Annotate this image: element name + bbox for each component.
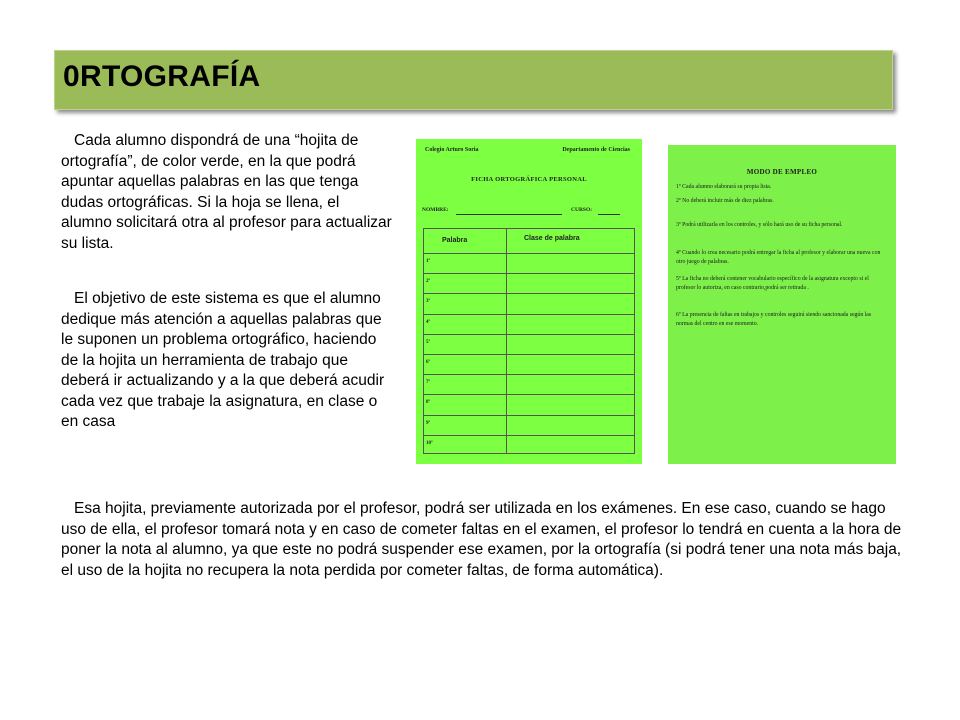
table-row-line xyxy=(424,374,634,375)
table-row-number: 9º xyxy=(426,420,431,426)
table-row-line xyxy=(424,354,634,355)
ficha-ortografica-sheet xyxy=(416,139,642,464)
modo-item: 1º Cada alumno elaborará su propia lista. xyxy=(676,184,772,190)
table-row-line xyxy=(424,314,634,315)
sheet-school-name: Colegio Arturo Soria xyxy=(425,147,479,153)
table-row-line xyxy=(424,415,634,416)
modo-item: 5º La ficha no deberá contener vocabulario específico de la asignatura excepto si el profesor lo autoriza, en caso contrario,podrá ser retirada . xyxy=(676,276,869,291)
paragraph-exams: Esa hojita, previamente autorizada por el profesor, podrá ser utilizada en los exámenes. En ese caso, cuando se hago uso de ella, el profesor tomará nota y en caso de cometer faltas en el examen, el profesor lo tendrá en cuenta a la hora de poner la nota al alumno, ya que este no podrá suspender ese examen, por la ortografía (si podrá tener una nota más baja, el uso de la hojita no recupera la nota perdida por cometer faltas, de forma automática). xyxy=(61,500,902,579)
table-row-line xyxy=(424,435,634,436)
paragraph-objective: El objetivo de este sistema es que el alumno dedique más atención a aquellas palabras que le suponen un problema ortográfico, haciendo de la hojita un herramienta de trabajo que deberá ir actualizando y a la que deberá acudir cada vez que trabaje la asignatura, en clase o en casa xyxy=(61,290,385,430)
table-row-number: 5º xyxy=(426,339,431,345)
course-line xyxy=(598,214,620,215)
table-row-line xyxy=(424,293,634,294)
column-header-class: Clase de palabra xyxy=(524,235,580,242)
table-row-number: 3º xyxy=(426,299,431,305)
table-row-number: 1º xyxy=(426,259,431,264)
table-row-number: 2º xyxy=(426,279,431,285)
paragraph-intro: Cada alumno dispondrá de una “hojita de ortografía”, de color verde, en la que podrá apuntar aquellas palabras en las que tenga dudas ortográficas. Si la hoja se llena, el alumno solicitará otra al profesor para actualizar su lista. xyxy=(61,132,392,252)
title-bar xyxy=(54,50,893,110)
name-line xyxy=(456,214,562,215)
modo-item: 6º La presencia de faltas en trabajos y controles seguirá siendo sancionada según las normas del centro en ese momento. xyxy=(676,312,872,327)
name-label: NOMBRE: xyxy=(422,207,449,213)
table-row-line xyxy=(424,394,634,395)
modo-empleo-sheet xyxy=(668,145,896,464)
sheet-title: FICHA ORTOGRÁFICA PERSONAL xyxy=(471,176,587,183)
table-row-line xyxy=(424,334,634,335)
course-label: CURSO: xyxy=(571,207,593,213)
table-row-number: 6º xyxy=(426,360,431,365)
word-table xyxy=(423,228,635,454)
table-row-line xyxy=(424,253,634,254)
table-row-number: 4º xyxy=(426,319,431,325)
table-row-number: 8º xyxy=(426,400,431,406)
modo-item: 4º Cuando lo crea necesario podrá entregar la ficha al profesor y elaborar una nueva con otro juego de palabras. xyxy=(676,250,881,265)
page-title: 0RTOGRAFÍA xyxy=(63,60,261,93)
modo-item: 3º Podrá utilizarla en los controles, y sólo hará uso de su ficha personal. xyxy=(676,222,843,228)
column-header-word: Palabra xyxy=(442,237,468,244)
sheet-department: Departamento de Ciencias xyxy=(562,147,630,153)
table-row-number: 7º xyxy=(426,380,431,386)
modo-title: MODO DE EMPLEO xyxy=(746,168,818,176)
table-row-number: 10º xyxy=(426,440,433,446)
modo-item: 2º No deberá incluir más de diez palabras. xyxy=(676,198,774,204)
column-divider xyxy=(506,229,507,453)
table-row-line xyxy=(424,273,634,274)
